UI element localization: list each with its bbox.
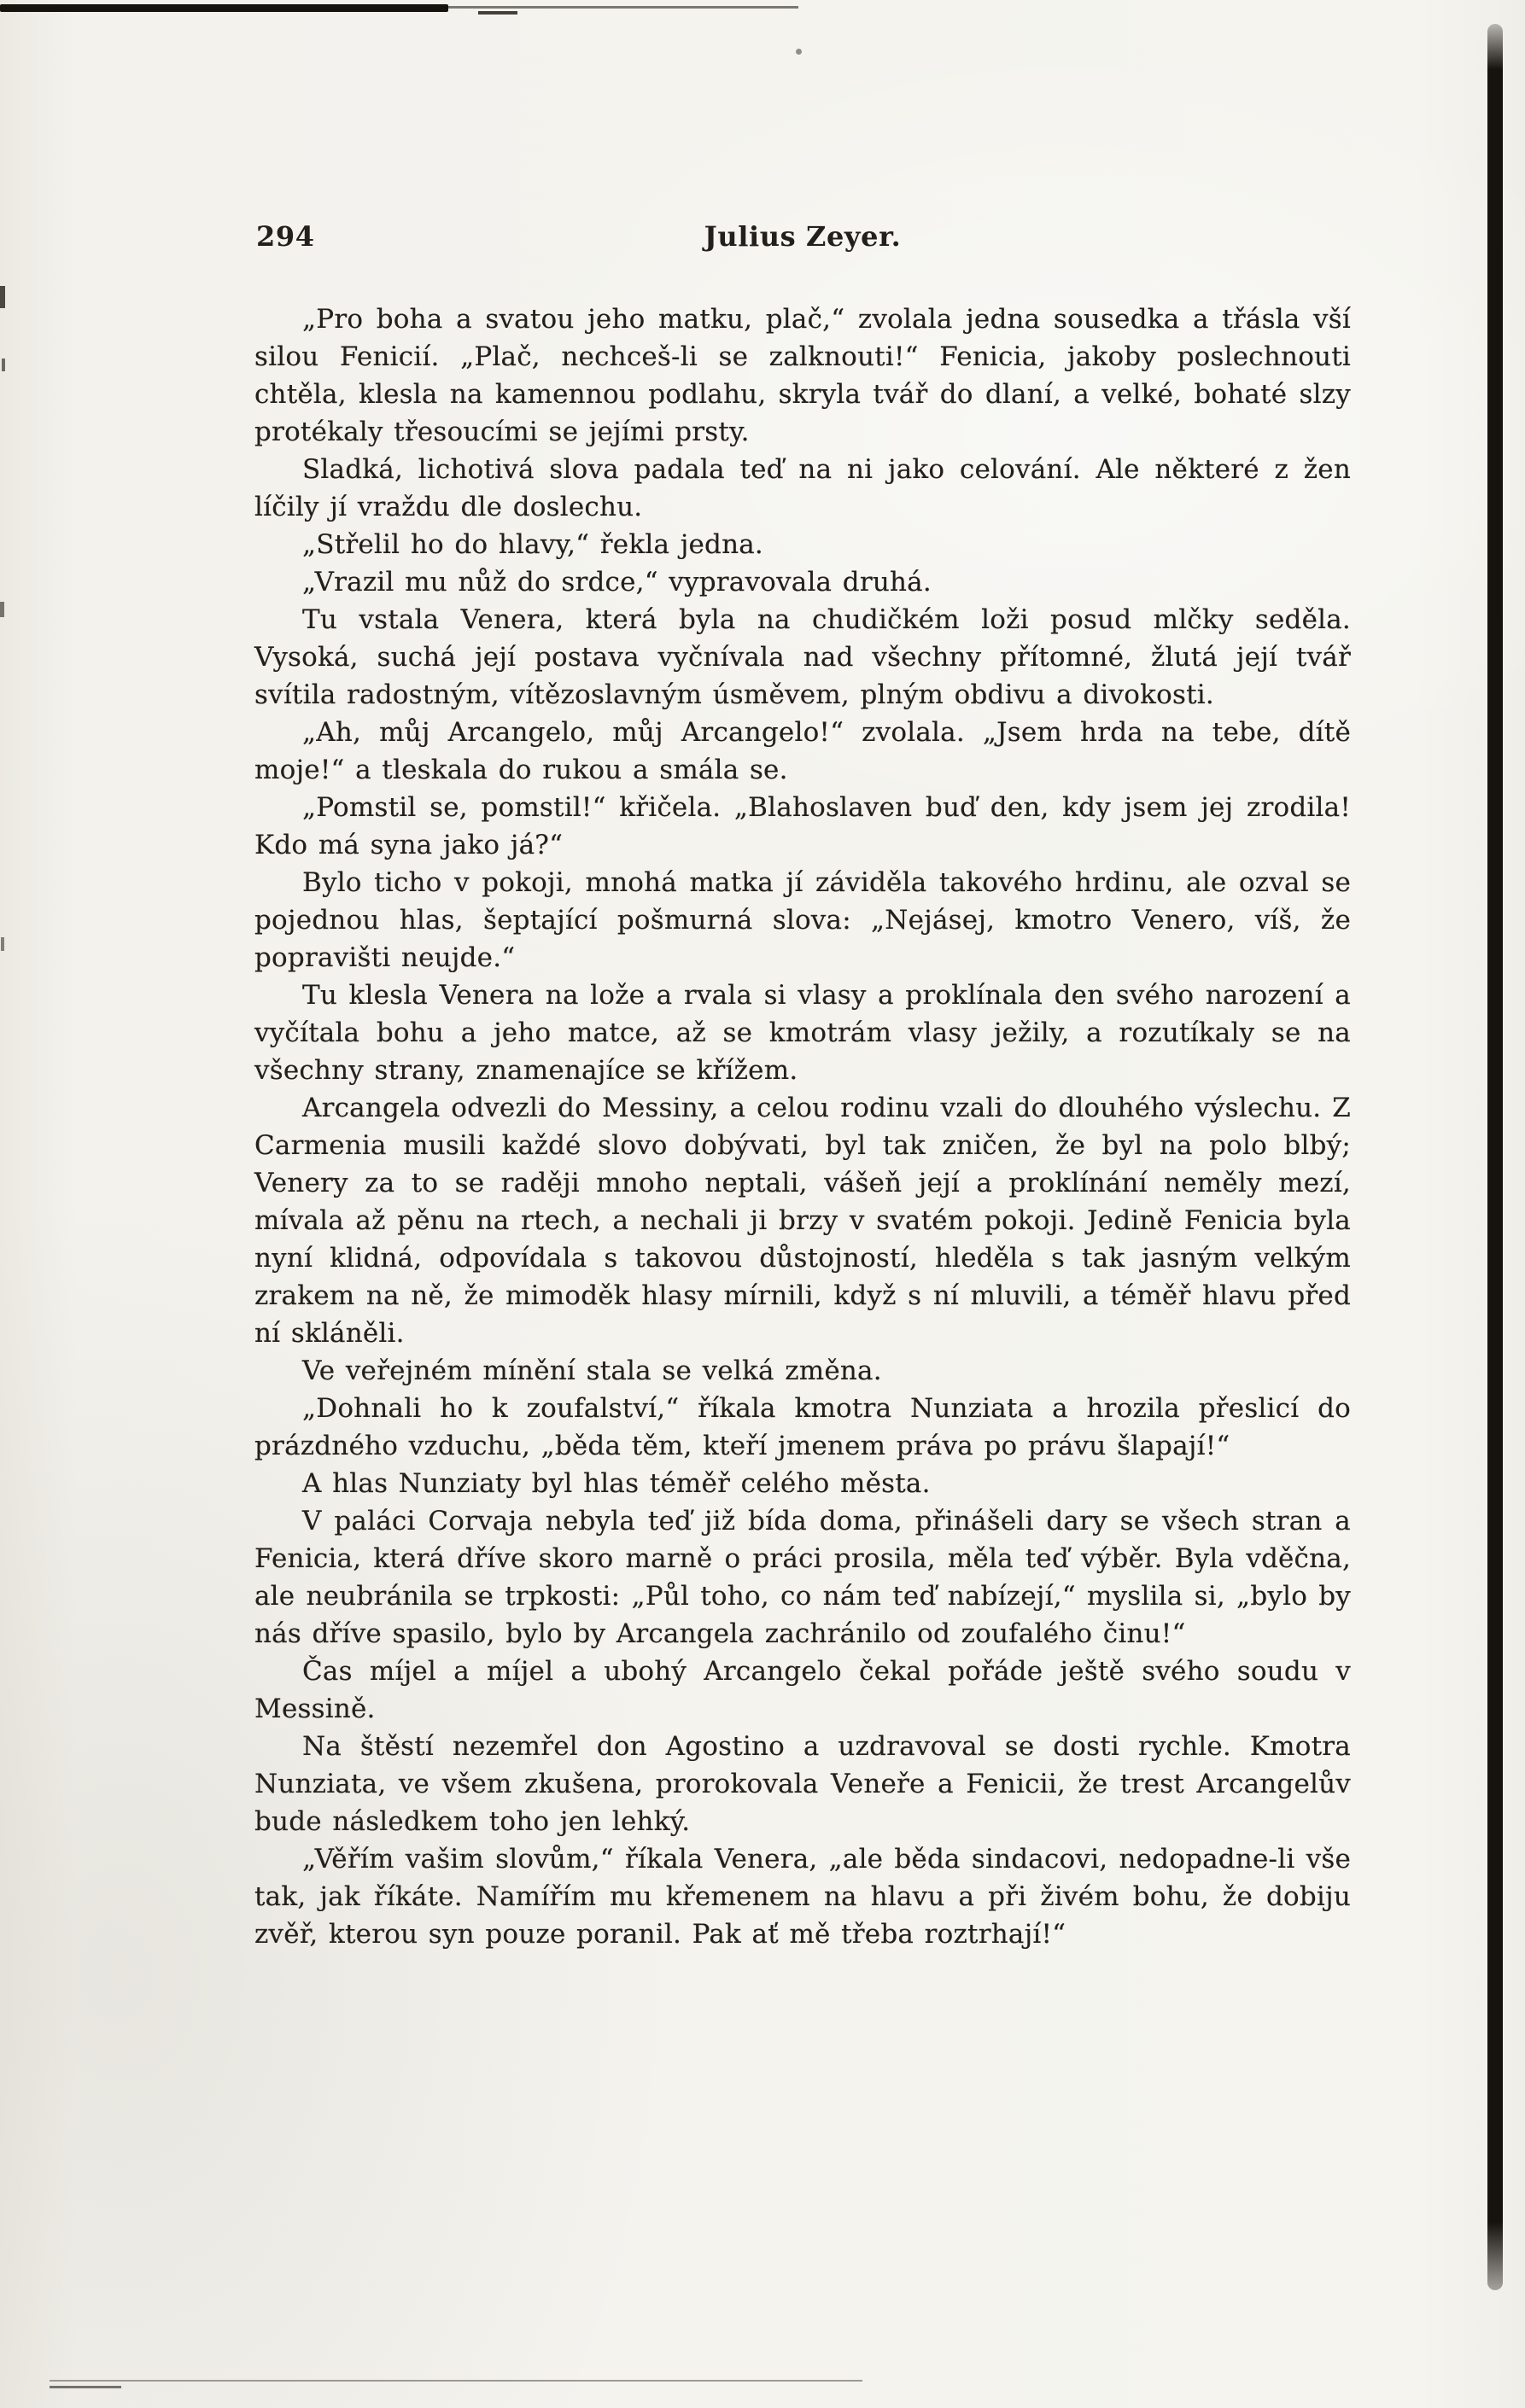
scan-artifact-left-mark (0, 602, 4, 617)
paragraph-13: A hlas Nunziaty byl hlas téměř celého města. (302, 1468, 931, 1499)
scan-artifact-left-mark (0, 286, 5, 308)
page-content (254, 220, 1351, 1953)
paragraph-06: „Ah, můj Arcangelo, můj Arcangelo!“ zvolala. „Jsem hrda na tebe, dítě moje!“ a tleskala do rukou a smála se. (254, 717, 1351, 785)
paragraph-11: Ve veřejném mínění stala se velká změna. (302, 1356, 882, 1386)
paragraph-03: „Střelil ho do hlavy,“ řekla jedna. (302, 529, 763, 560)
scan-artifact-top-line (440, 6, 798, 9)
paragraph-17: „Věřím vašim slovům,“ říkala Venera, „ale běda sindacovi, nedopadne-li vše tak, jak říkáte. Namířím mu křemenem na hlavu a při živém bohu, že dobiju zvěř, kterou syn pouze poranil. Pak ať mě třeba roztrhají!“ (254, 1844, 1351, 1950)
scan-artifact-left-mark (2, 359, 5, 371)
scan-artifact-top-tick (478, 11, 517, 15)
page-header (254, 220, 1351, 256)
scan-artifact-bottom-line (50, 2380, 862, 2382)
paragraph-14: V paláci Corvaja nebyla teď již bída doma, přinášeli dary se všech stran a Fenicia, která dříve skoro marně o práci prosila, měla teď výběr. Byla vděčna, ale neubránila se trpkosti: „Půl toho, co nám teď nabízejí,“ myslila si, „bylo by nás dříve spasilo, bylo by Arcangela zachránilo od zoufalého činu!“ (254, 1506, 1351, 1649)
paragraph-05: Tu vstala Venera, která byla na chudičkém loži posud mlčky seděla. Vysoká, suchá její postava vyčnívala nad všechny přítomné, žlutá její tvář svítila radostným, vítězoslavným úsměvem, plným obdivu a divokosti. (254, 604, 1351, 710)
paragraph-09: Tu klesla Venera na lože a rvala si vlasy a proklínala den svého narození a vyčítala bohu a jeho matce, až se kmotrám vlasy ježily, a rozutíkaly se na všechny strany, znamenajíce se křížem. (254, 980, 1351, 1086)
paragraph-16: Na štěstí nezemřel don Agostino a uzdravoval se dosti rychle. Kmotra Nunziata, ve všem zkušena, prorokovala Veneře a Fenicii, že trest Arcangelův bude následkem toho jen lehký. (254, 1731, 1351, 1837)
paragraph-07: „Pomstil se, pomstil!“ křičela. „Blahoslaven buď den, kdy jsem jej zrodila! Kdo má syna jako já?“ (254, 792, 1351, 860)
scan-artifact-right-bar (1487, 24, 1503, 2290)
page-number: 294 (256, 220, 315, 253)
paragraph-02: Sladká, lichotivá slova padala teď na ni jako celování. Ale některé z žen líčily jí vraždu dle doslechu. (254, 454, 1351, 522)
paragraph-15: Čas míjel a míjel a ubohý Arcangelo čekal pořáde ještě svého soudu v Messině. (254, 1656, 1351, 1724)
paragraph-08: Bylo ticho v pokoji, mnohá matka jí záviděla takového hrdinu, ale ozval se pojednou hlas, šeptající pošmurná slova: „Nejásej, kmotro Venero, víš, že popravišti neujde.“ (254, 867, 1351, 973)
running-title: Julius Zeyer. (704, 220, 902, 253)
paragraph-01: „Pro boha a svatou jeho matku, plač,“ zvolala jedna sousedka a třásla vší silou Fenicií. „Plač, nechceš-li se zalknouti!“ Fenicia, jakoby poslechnouti chtěla, klesla na kamennou podlahu, skryla tvář do dlaní, a velké, bohaté slzy protékaly třesoucími se jejími prsty. (254, 304, 1351, 447)
scan-artifact-bottom-dash (50, 2386, 121, 2388)
paragraph-12: „Dohnali ho k zoufalství,“ říkala kmotra Nunziata a hrozila přeslicí do prázdného vzduchu, „běda těm, kteří jmenem práva po právu šlapají!“ (254, 1393, 1351, 1461)
scan-artifact-speck (796, 49, 802, 55)
paragraph-04: „Vrazil mu nůž do srdce,“ vypravovala druhá. (302, 567, 932, 598)
paragraph-10: Arcangela odvezli do Messiny, a celou rodinu vzali do dlouhého výslechu. Z Carmenia musili každé slovo dobývati, byl tak zničen, že byl na polo blbý; Venery za to se raději mnoho neptali, vášeň její a proklínání neměly mezí, mívala až pěnu na rtech, a nechali ji brzy v svatém pokoji. Jedině Fenicia byla nyní klidná, odpovídala s takovou důstojností, hleděla s tak jasným velkým zrakem na ně, že mimoděk hlasy mírnili, když s ní mluvili, a téměř hlavu před ní skláněli. (254, 1093, 1351, 1349)
body-text (254, 300, 1351, 1953)
scan-artifact-left-mark (1, 937, 4, 951)
scan-artifact-top-bar (0, 4, 448, 12)
